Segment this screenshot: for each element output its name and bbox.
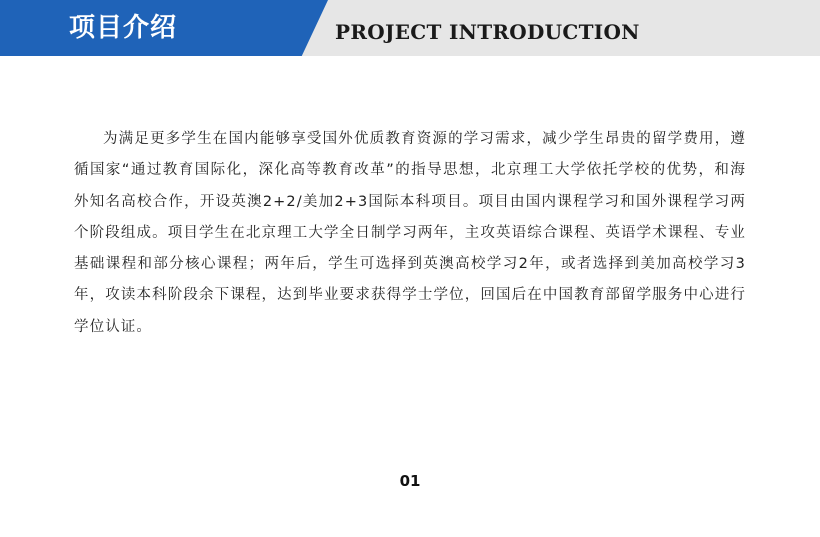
introduction-paragraph: 为满足更多学生在国内能够享受国外优质教育资源的学习需求，减少学生昂贵的留学费用，遵循国家“通过教育国际化，深化高等教育改革”的指导思想，北京理工大学依托学校的优势，和海外知名高校合作，开设英澳2+2/美加2+3国际本科项目。项目由国内课程学习和国外课程学习两个阶段组成。项目学生在北京理工大学全日制学习两年，主攻英语综合课程、英语学术课程、专业基础课程和部分核心课程；两年后，学生可选择到英澳高校学习2年，或者选择到美加高校学习3年，攻读本科阶段余下课程，达到毕业要求获得学士学位，回国后在中国教育部留学服务中心进行学位认证。: [74, 131, 746, 335]
page-header: [0, 0, 820, 56]
section-title-english: PROJECT INTRODUCTION: [335, 20, 640, 44]
section-title-chinese: 项目介绍: [69, 13, 178, 43]
page-number: 01: [399, 472, 421, 490]
